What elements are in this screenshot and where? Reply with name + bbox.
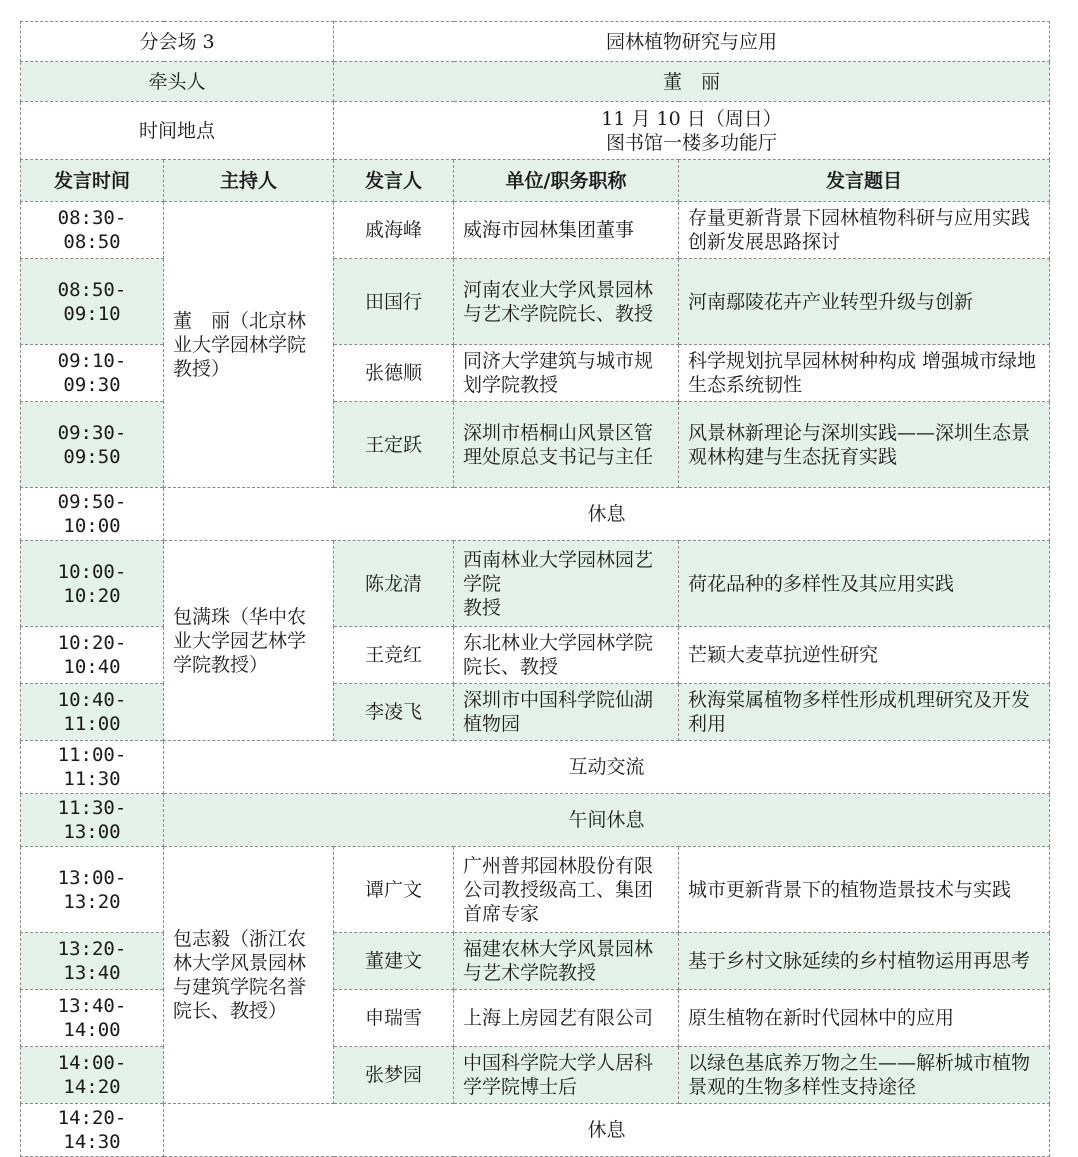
speaker-name: 张德顺 <box>334 345 454 402</box>
speaker-name: 陈龙清 <box>334 541 454 627</box>
speaker-affiliation: 上海上房园艺有限公司 <box>454 990 679 1047</box>
talk-time: 09:30-09:50 <box>21 402 164 488</box>
talk-topic: 基于乡村文脉延续的乡村植物运用再思考 <box>679 933 1050 990</box>
talk-topic: 风景林新理论与深圳实践——深圳生态景观林构建与生态抚育实践 <box>679 402 1050 488</box>
schedule-table <box>20 21 1050 1157</box>
header-speaker: 发言人 <box>334 160 454 202</box>
break-label: 休息 <box>164 488 1050 541</box>
talk-topic: 存量更新背景下园林植物科研与应用实践创新发展思路探讨 <box>679 202 1050 259</box>
talk-time: 08:30-08:50 <box>21 202 164 259</box>
host-cell: 董 丽（北京林业大学园林学院教授） <box>164 202 334 488</box>
speaker-affiliation: 威海市园林集团董事 <box>454 202 679 259</box>
talk-time: 13:40-14:00 <box>21 990 164 1047</box>
speaker-affiliation: 深圳市中国科学院仙湖植物园 <box>454 684 679 741</box>
speaker-affiliation: 同济大学建筑与城市规划学院教授 <box>454 345 679 402</box>
talk-topic: 秋海棠属植物多样性形成机理研究及开发利用 <box>679 684 1050 741</box>
speaker-name: 李凌飞 <box>334 684 454 741</box>
talk-row <box>21 202 1050 259</box>
header-time: 发言时间 <box>21 160 164 202</box>
lead-row <box>21 62 1050 102</box>
talk-topic: 河南鄢陵花卉产业转型升级与创新 <box>679 259 1050 345</box>
break-row <box>21 1104 1050 1157</box>
talk-topic: 科学规划抗旱园林树种构成 增强城市绿地生态系统韧性 <box>679 345 1050 402</box>
talk-row <box>21 847 1050 933</box>
talk-topic: 荷花品种的多样性及其应用实践 <box>679 541 1050 627</box>
talk-time: 13:20-13:40 <box>21 933 164 990</box>
talk-time: 08:50-09:10 <box>21 259 164 345</box>
host-cell: 包满珠（华中农业大学园艺林学学院教授） <box>164 541 334 741</box>
speaker-name: 王定跃 <box>334 402 454 488</box>
session-name: 分会场 3 <box>21 22 334 62</box>
break-time: 11:30-13:00 <box>21 794 164 847</box>
affiliation-line: 教授 <box>463 596 502 619</box>
talk-topic: 芒颖大麦草抗逆性研究 <box>679 627 1050 684</box>
speaker-affiliation: 福建农林大学风景园林与艺术学院教授 <box>454 933 679 990</box>
session-venue: 图书馆一楼多功能厅 <box>606 131 778 154</box>
talk-topic: 以绿色基底养万物之生——解析城市植物景观的生物多样性支持途径 <box>679 1047 1050 1104</box>
speaker-affiliation <box>454 541 679 627</box>
speaker-name: 田国行 <box>334 259 454 345</box>
time-place-label: 时间地点 <box>21 102 334 160</box>
lead-label: 牵头人 <box>21 62 334 102</box>
affiliation-line: 西南林业大学园林园艺学院 <box>463 548 654 595</box>
lead-name: 董 丽 <box>334 62 1050 102</box>
talk-time: 09:10-09:30 <box>21 345 164 402</box>
session-row <box>21 22 1050 62</box>
speaker-affiliation: 东北林业大学园林学院院长、教授 <box>454 627 679 684</box>
talk-time: 10:40-11:00 <box>21 684 164 741</box>
speaker-affiliation: 深圳市梧桐山风景区管理处原总支书记与主任 <box>454 402 679 488</box>
header-row <box>21 160 1050 202</box>
break-label: 午间休息 <box>164 794 1050 847</box>
session-title: 园林植物研究与应用 <box>334 22 1050 62</box>
session-date: 11 月 10 日（周日） <box>601 107 782 130</box>
speaker-name: 董建文 <box>334 933 454 990</box>
talk-time: 14:00-14:20 <box>21 1047 164 1104</box>
break-label: 休息 <box>164 1104 1050 1157</box>
talk-time: 10:00-10:20 <box>21 541 164 627</box>
break-time: 11:00-11:30 <box>21 741 164 794</box>
host-cell: 包志毅（浙江农林大学风景园林与建筑学院名誉院长、教授） <box>164 847 334 1104</box>
speaker-name: 谭广文 <box>334 847 454 933</box>
break-row <box>21 741 1050 794</box>
break-row <box>21 794 1050 847</box>
talk-topic: 原生植物在新时代园林中的应用 <box>679 990 1050 1047</box>
speaker-name: 申瑞雪 <box>334 990 454 1047</box>
header-topic: 发言题目 <box>679 160 1050 202</box>
speaker-name: 王竞红 <box>334 627 454 684</box>
talk-row <box>21 541 1050 627</box>
talk-time: 10:20-10:40 <box>21 627 164 684</box>
time-place-row <box>21 102 1050 160</box>
header-host: 主持人 <box>164 160 334 202</box>
speaker-affiliation: 广州普邦园林股份有限公司教授级高工、集团首席专家 <box>454 847 679 933</box>
speaker-affiliation: 中国科学院大学人居科学学院博士后 <box>454 1047 679 1104</box>
speaker-name: 张梦园 <box>334 1047 454 1104</box>
speaker-affiliation: 河南农业大学风景园林与艺术学院院长、教授 <box>454 259 679 345</box>
talk-topic: 城市更新背景下的植物造景技术与实践 <box>679 847 1050 933</box>
time-place-value <box>334 102 1050 160</box>
break-time: 14:20-14:30 <box>21 1104 164 1157</box>
break-row <box>21 488 1050 541</box>
talk-time: 13:00-13:20 <box>21 847 164 933</box>
speaker-name: 戚海峰 <box>334 202 454 259</box>
break-time: 09:50-10:00 <box>21 488 164 541</box>
break-label: 互动交流 <box>164 741 1050 794</box>
header-affiliation: 单位/职务职称 <box>454 160 679 202</box>
